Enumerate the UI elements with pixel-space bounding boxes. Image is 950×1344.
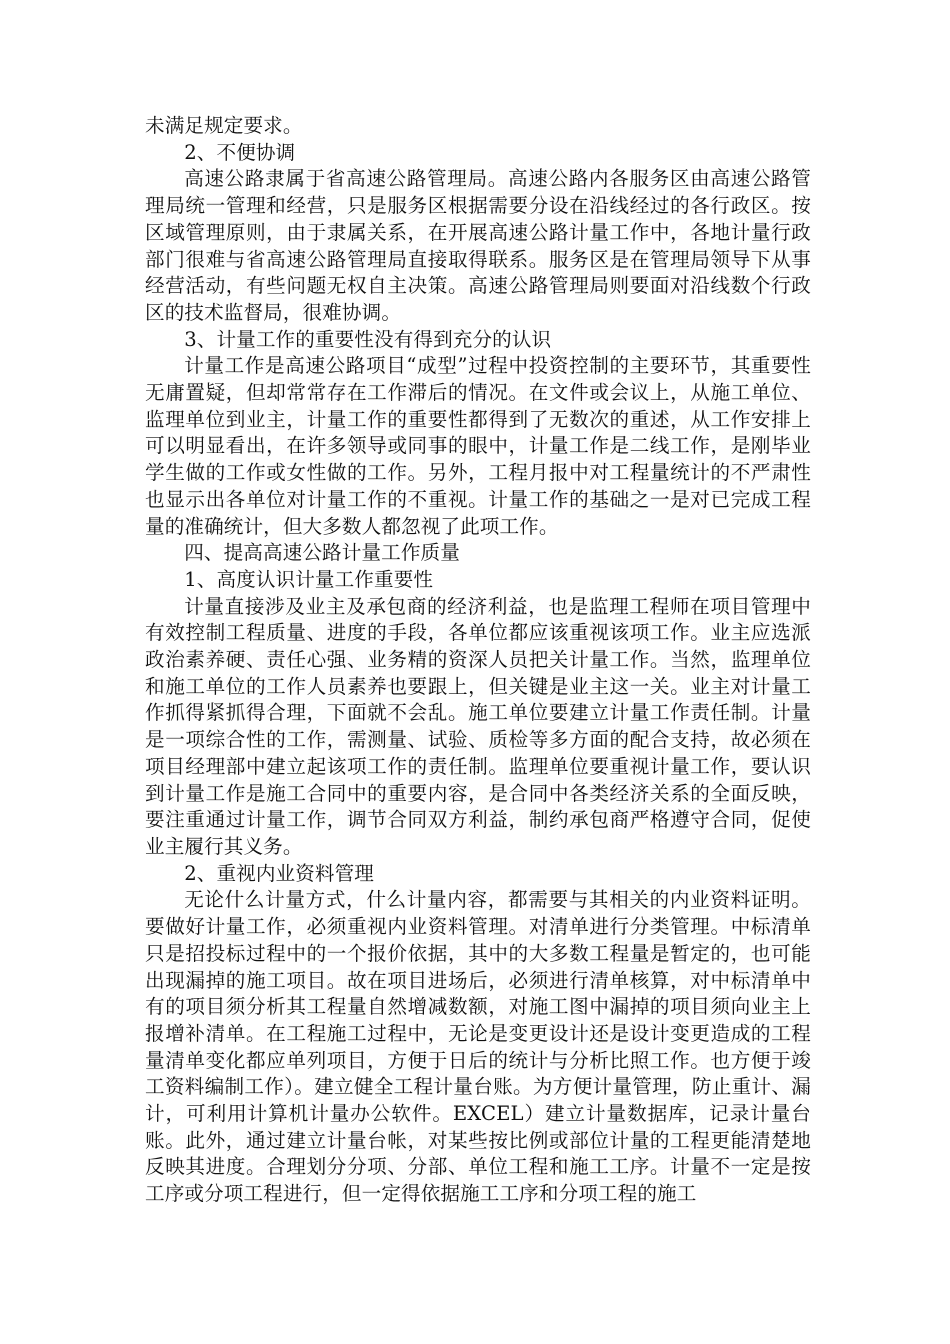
body-paragraph: 计量工作是高速公路项目“成型”过程中投资控制的主要环节，其重要性无庸置疑，但却常常存在工作滞后的情况。在文件或会议上，从施工单位、监理单位到业主，计量工作的重要性都得到了无数次的重述，从工作安排上可以明显看出，在许多领导或同事的眼中，计量工作是二线工作，是刚毕业学生做的工作或女性做的工作。另外，工程月报中对工程量统计的不严肃性也显示出各单位对计量工作的不重视。计量工作的基础之一是对已完成工程量的准确统计，但大多数人都忽视了此项工作。 xyxy=(145,354,811,538)
subheading-recognize-importance: 1、高度认识计量工作重要性 xyxy=(184,567,434,591)
body-paragraph: 高速公路隶属于省高速公路管理局。高速公路内各服务区由高速公路管理局统一管理和经营，只是服务区根据需要分设在沿线经过的各行政区。按区域管理原则，由于隶属关系，在开展高速公路计量工作中，各地计量行政部门很难与省高速公路管理局直接取得联系。服务区是在管理局领导下从事经营活动，有些问题无权自主决策。高速公路管理局则要面对沿线数个行政区的技术监督局，很难协调。 xyxy=(145,167,811,324)
body-paragraph: 计量直接涉及业主及承包商的经济利益，也是监理工程师在项目管理中有效控制工程质量、进度的手段，各单位都应该重视该项工作。业主应选派政治素养硬、责任心强、业务精的资深人员把关计量工作。当然，监理单位和施工单位的工作人员素养也要跟上，但关键是业主这一关。业主对计量工作抓得紧抓得合理，下面就不会乱。施工单位要建立计量工作责任制。计量是一项综合性的工作，需测量、试验、质检等多方面的配合支持，故必须在项目经理部中建立起该项工作的责任制。监理单位要重视计量工作，要认识到计量工作是施工合同中的重要内容，是合同中各类经济关系的全面反映，要注重通过计量工作，调节合同双方利益，制约承包商严格遵守合同，促使业主履行其义务。 xyxy=(145,594,811,858)
document-body xyxy=(145,113,811,1208)
body-paragraph: 无论什么计量方式，什么计量内容，都需要与其相关的内业资料证明。要做好计量工作，必须重视内业资料管理。对清单进行分类管理。中标清单只是招投标过程中的一个报价依据，其中的大多数工程量是暂定的，也可能出现漏掉的施工项目。故在项目进场后，必须进行清单核算，对中标清单中有的项目须分析其工程量自然增减数额，对施工图中漏掉的项目须向业主上报增补清单。在工程施工过程中，无论是变更设计还是设计变更造成的工程量清单变化都应单列项目，方便于日后的统计与分析比照工作。也方便于竣工资料编制工作）。建立健全工程计量台账。为方便计量管理，防止重计、漏计，可利用计算机计量办公软件。EXCEL）建立计量数据库，记录计量台账。此外，通过建立计量台帐，对某些按比例或部位计量的工程更能清楚地反映其进度。合理划分分项、分部、单位工程和施工工序。计量不一定是按工序或分项工程进行，但一定得依据施工工序和分项工程的施工 xyxy=(145,888,811,1206)
continuation-paragraph: 未满足规定要求。 xyxy=(145,114,303,137)
subheading-coordination: 2、不便协调 xyxy=(184,140,296,164)
subheading-importance: 3、计量工作的重要性没有得到充分的认识 xyxy=(184,327,552,351)
subheading-internal-records: 2、重视内业资料管理 xyxy=(184,861,374,885)
section-heading-improve-quality: 四、提高高速公路计量工作质量 xyxy=(184,541,460,565)
